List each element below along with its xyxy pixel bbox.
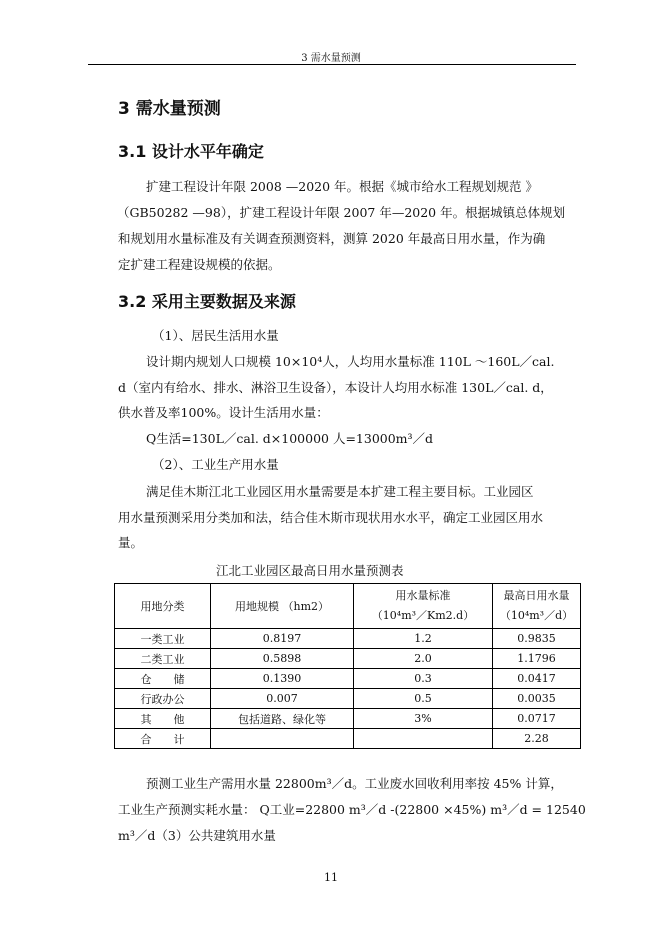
section-title-3-1: 3.1 设计水平年确定	[118, 142, 264, 161]
subsection-heading: （2）、工业生产用水量	[152, 457, 279, 472]
header-cell-line: （10⁴m³／d）	[499, 609, 574, 622]
table-cell: 0.0035	[493, 689, 581, 709]
table-cell: 0.0417	[493, 669, 581, 689]
header-cell-line: 用水量标准	[395, 589, 451, 602]
paragraph-line: 定扩建工程建设规模的依据。	[118, 257, 281, 272]
header-cell	[493, 584, 581, 629]
paragraph-line: 用水量预测采用分类加和法，结合佳木斯市现状用水水平，确定工业园区用水	[118, 510, 544, 525]
table-cell: 0.5898	[211, 649, 354, 669]
paragraph-line: 供水普及率100%。设计生活用水量：	[118, 405, 329, 420]
table-cell: 0.007	[211, 689, 354, 709]
header-cell: 用地分类	[115, 584, 211, 629]
paragraph-line: 预测工业生产需用水量 22800m³／d。工业废水回收利用率按 45% 计算，	[146, 776, 563, 791]
table-row	[115, 669, 581, 689]
water-demand-table	[114, 583, 581, 749]
formula-line: Q生活=130L／cal. d×100000 人=13000m³／d	[146, 431, 434, 446]
paragraph-line: 满足佳木斯江北工业园区用水量需要是本扩建工程主要目标。工业园区	[146, 484, 534, 499]
table-cell: 包括道路、绿化等	[211, 709, 354, 729]
running-header: 3 需水量预测	[301, 53, 361, 64]
table-cell: 2.0	[354, 649, 493, 669]
table-cell: 0.3	[354, 669, 493, 689]
header-rule	[88, 64, 576, 65]
table-cell: 其 他	[115, 709, 211, 729]
table-caption: 江北工业园区最高日用水量预测表	[216, 563, 404, 578]
table-row	[115, 689, 581, 709]
paragraph-line: 和规划用水量标准及有关调查预测资料，测算 2020 年最高日用水量，作为确	[118, 231, 546, 246]
paragraph-line: 设计期内规划人口规模 10×10⁴人，人均用水量标准 110L ～160L／cal.	[146, 354, 555, 369]
header-cell-line: 最高日用水量	[503, 589, 570, 602]
table-row	[115, 629, 581, 649]
table-row	[115, 709, 581, 729]
table-header-row	[115, 584, 581, 629]
header-cell	[354, 584, 493, 629]
table-row-total	[115, 729, 581, 749]
header-cell: 用地规模 （hm2）	[211, 584, 354, 629]
subsection-heading: （1）、居民生活用水量	[152, 328, 279, 343]
table-cell: 合 计	[115, 729, 211, 749]
paragraph-line: 扩建工程设计年限 2008 —2020 年。根据《城市给水工程规划规范 》	[146, 179, 539, 194]
paragraph-line: 量。	[118, 535, 144, 550]
paragraph-line: （GB50282 —98），扩建工程设计年限 2007 年—2020 年。根据城镇总体规划	[117, 205, 566, 220]
table-cell: 2.28	[493, 729, 581, 749]
section-title-3-2: 3.2 采用主要数据及来源	[118, 292, 296, 311]
header-cell-line: （10⁴m³／Km2.d）	[371, 609, 475, 622]
table-cell: 1.2	[354, 629, 493, 649]
table-cell: 一类工业	[115, 629, 211, 649]
table-cell: 0.1390	[211, 669, 354, 689]
table-row	[115, 649, 581, 669]
table-cell: 二类工业	[115, 649, 211, 669]
paragraph-line: m³／d（3）公共建筑用水量	[118, 828, 276, 843]
table-cell: 行政办公	[115, 689, 211, 709]
table-cell: 0.8197	[211, 629, 354, 649]
table-cell	[354, 729, 493, 749]
table-cell: 0.9835	[493, 629, 581, 649]
table-cell	[211, 729, 354, 749]
paragraph-line: 工业生产预测实耗水量： Q工业=22800 m³／d -(22800 ×45%) m³／d = 12540	[118, 802, 586, 817]
table-cell: 0.5	[354, 689, 493, 709]
table-cell: 1.1796	[493, 649, 581, 669]
table-cell: 0.0717	[493, 709, 581, 729]
page-number: 11	[324, 871, 338, 884]
paragraph-line: d（室内有给水、排水、淋浴卫生设备），本设计人均用水标准 130L／cal. d，	[118, 380, 553, 395]
table-cell: 3%	[354, 709, 493, 729]
table-cell: 仓 储	[115, 669, 211, 689]
chapter-title: 3 需水量预测	[118, 99, 221, 119]
